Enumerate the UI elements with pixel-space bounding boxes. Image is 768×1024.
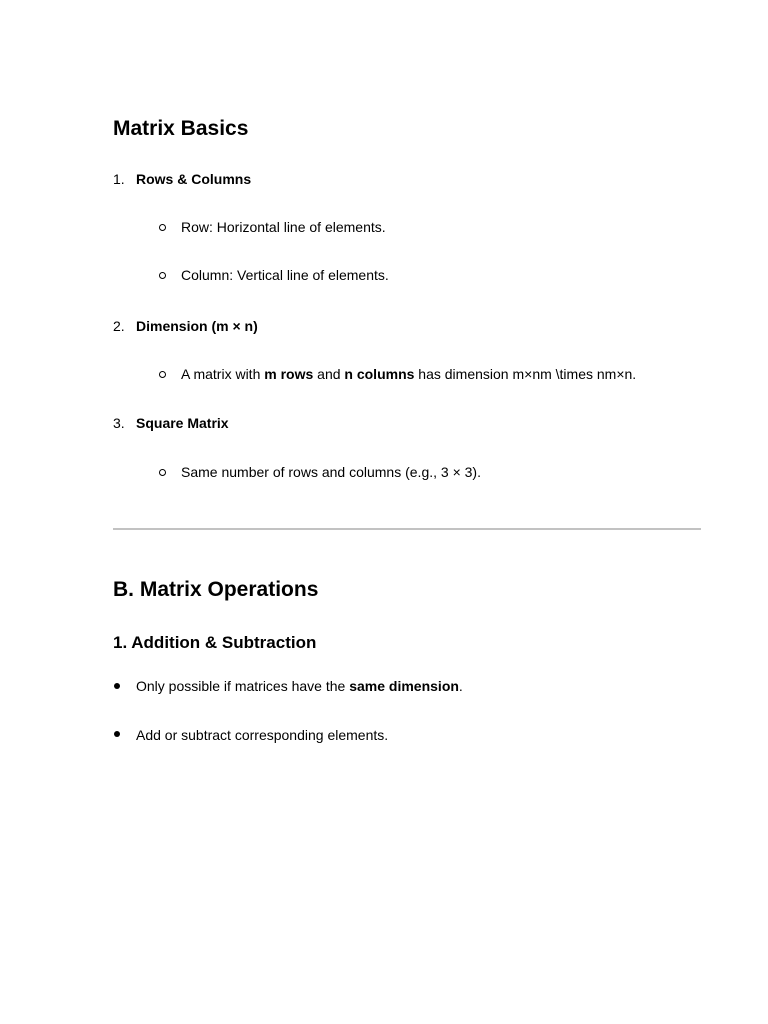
circle-bullet-icon xyxy=(159,371,166,378)
bold-same-dimension: same dimension xyxy=(349,678,459,694)
list-item-label-rows-columns: Rows & Columns xyxy=(136,171,252,187)
bullet-text-corresponding-elements: Add or subtract corresponding elements. xyxy=(136,727,389,743)
list-number-2: 2. xyxy=(113,318,125,334)
text-fragment: . xyxy=(458,678,463,694)
disc-bullet-icon xyxy=(114,731,120,737)
list-item-label-square-matrix: Square Matrix xyxy=(136,415,229,431)
horizontal-divider xyxy=(113,528,701,530)
circle-bullet-icon xyxy=(159,224,166,231)
list-number-3: 3. xyxy=(113,415,125,431)
list-number-1: 1. xyxy=(113,171,125,187)
text-fragment: has dimension m×nm \times nm×n. xyxy=(414,366,637,382)
bullet-text-row: Row: Horizontal line of elements. xyxy=(181,219,386,235)
bullet-text-column: Column: Vertical line of elements. xyxy=(181,267,389,283)
list-item-label-dimension: Dimension (m × n) xyxy=(136,318,258,334)
subsection-title-addition-subtraction: 1. Addition & Subtraction xyxy=(113,633,317,652)
section-title-matrix-basics: Matrix Basics xyxy=(113,117,249,140)
text-fragment: and xyxy=(313,366,345,382)
circle-bullet-icon xyxy=(159,469,166,476)
section-title-matrix-operations: B. Matrix Operations xyxy=(113,578,319,601)
disc-bullet-icon xyxy=(114,683,120,689)
bold-n-columns: n columns xyxy=(344,366,415,382)
bullet-text-square: Same number of rows and columns (e.g., 3 × 3). xyxy=(181,464,481,480)
text-fragment: A matrix with xyxy=(181,366,265,382)
bullet-text-same-dimension xyxy=(136,677,463,695)
circle-bullet-icon xyxy=(159,272,166,279)
bullet-text-dimension xyxy=(181,365,636,383)
text-fragment: Only possible if matrices have the xyxy=(136,678,350,694)
bold-m-rows: m rows xyxy=(264,366,314,382)
